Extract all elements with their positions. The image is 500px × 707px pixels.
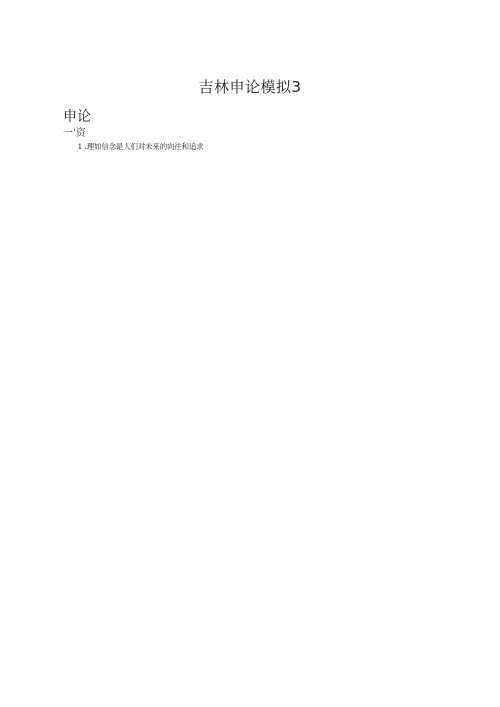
section-heading: 申论 [63,109,91,125]
paragraph: 1 .理如信念是人们对未来的向往和追求 [77,142,204,151]
section-subheading: 一'资 [63,128,86,139]
document-title: 吉林申论模拟3 [198,78,302,96]
body-text [63,142,437,702]
